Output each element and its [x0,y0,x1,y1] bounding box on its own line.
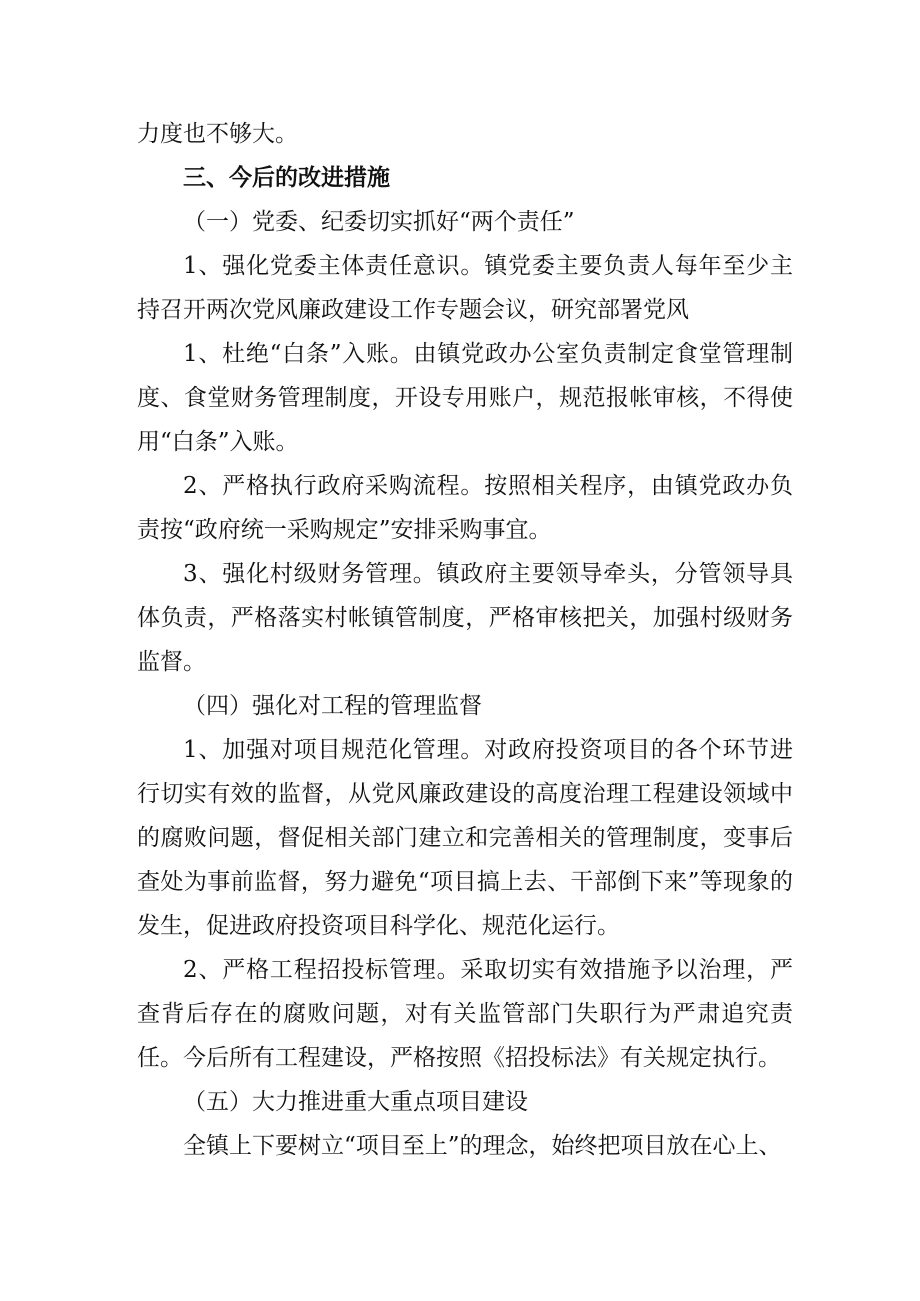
paragraph-item: 3、强化村级财务管理。镇政府主要领导牵头，分管领导具体负责，严格落实村帐镇管制度，严格审核把关，加强村级财务监督。 [137,561,793,675]
paragraph-item: 1、强化党委主体责任意识。镇党委主要负责人每年至少主持召开两次党风廉政建设工作专题会议，研究部署党风 [137,253,793,323]
paragraph-continuation: 力度也不够大。 [137,121,298,147]
subsection-heading-4: （四）强化对工程的管理监督 [183,693,482,719]
paragraph-item: 1、杜绝“白条”入账。由镇党政办公室负责制定食堂管理制度、食堂财务管理制度，开设专用账户，规范报帐审核，不得使用“白条”入账。 [137,341,793,455]
paragraph-item: 全镇上下要树立“项目至上”的理念，始终把项目放在心上、 [183,1133,782,1159]
subsection-heading-5: （五）大力推进重大重点项目建设 [183,1089,528,1115]
paragraph-item: 2、严格工程招投标管理。采取切实有效措施予以治理，严查背后存在的腐败问题，对有关监管部门失职行为严肃追究责任。今后所有工程建设，严格按照《招投标法》有关规定执行。 [137,957,793,1071]
section-heading-3: 三、今后的改进措施 [183,165,390,191]
paragraph-item: 1、加强对项目规范化管理。对政府投资项目的各个环节进行切实有效的监督，从党风廉政建设的高度治理工程建设领域中的腐败问题，督促相关部门建立和完善相关的管理制度，变事后查处为事前监督，努力避免“项目搞上去、干部倒下来”等现象的发生，促进政府投资项目科学化、规范化运行。 [137,737,793,939]
subsection-heading-1: （一）党委、纪委切实抓好“两个责任” [183,209,575,235]
document-body [137,112,793,1168]
paragraph-item: 2、严格执行政府采购流程。按照相关程序，由镇党政办负责按“政府统一采购规定”安排采购事宜。 [137,473,793,543]
